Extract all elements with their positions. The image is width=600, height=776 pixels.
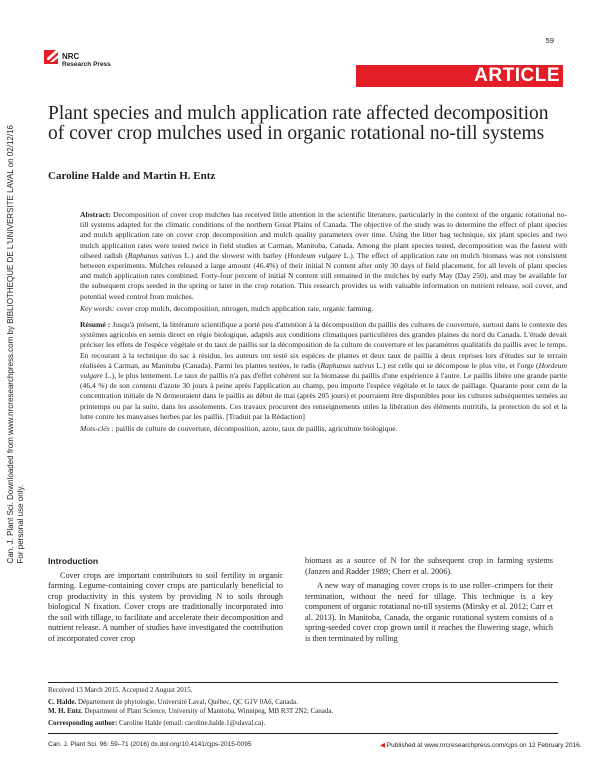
footnote-rule (48, 682, 558, 683)
download-notice-line-1: Can. J. Plant Sci. Downloaded from www.nrcresearchpress.com by BIBLIOTHEQUE DE L'UNIVERSITE LAVAL on 02/12/16 (6, 125, 15, 564)
intro-paragraph-2: A new way of managing cover crops is to use roller–crimpers for their termination, without the need for tillage. This technique is a key component of organic rotational no-till systems (Mirsky et al. 2012; Carr et al. 2013). In Manitoba, Canada, the organic rotational system consists of a spring-seeded cover crop grown until it reaches the flowering stage, which is then terminated by rolling (305, 581, 553, 643)
mots-cles-label: Mots-clés : (80, 424, 114, 434)
authors: Caroline Halde and Martin H. Entz (48, 170, 216, 182)
corresponding-author-text: Caroline Halde (email: caroline.halde.1@ulaval.ca). (117, 719, 266, 727)
resume-text-1: Jusqu'à présent, la littérature scientifique a porté peu d'attention à la décomposition du paillis des cultures de couverture, surtout dans le contexte des systèmes agricoles en semis direct en régie biologique, adaptés aux conditions climatiques particulières des grandes plaines du nord du Canada. L'étude devait préciser les effets de l'espèce végétale et du taux de paillis sur la décomposition de la culture de couverture et les paramètres qualitatifs du paillis avec le temps. En recourant à la technique du sac à résidus, les auteurs ont testé six espèces de plantes et deux taux de paillis à deux reprises lors d'études sur le terrain réalisées à Carman, au Manitoba (Canada). Parmi les plantes testées, le radis ( (80, 320, 568, 370)
logo-research-press-text: Research Press (62, 61, 111, 68)
abstract-text-2: L.) and the slowest with barley ( (181, 250, 288, 260)
keywords (80, 304, 567, 314)
intro-paragraph-1: Cover crops are important contributors to soil fertility in organic farming. Legume-containing cover crops are particularly beneficial to crop productivity in this system by providing N to soils through biological N fixation. Cover crops are traditionally incorporated into the soil with tillage, to facilitate and accelerate their decomposition and nutrient release. A number of studies have investigated the contribution of incorporated cover crop (48, 570, 283, 643)
abstract-text-1: Decomposition of cover crop mulches has received little attention in the scientific literature, particularly in the context of the organic rotational no-till systems adapted for the climatic conditions of the northern Great Plains of Canada. The objective of the study was to determine the effect of plant species and mulch application rate on cover crop decomposition and mulch quality parameters over time. Using the litter bag technique, six plant species and two mulch application rates were tested twice in field studies at Carman, Manitoba, Canada. Among the plant species tested, decomposition was the fastest with oilseed radish ( (80, 210, 567, 260)
corresponding-author (48, 719, 563, 728)
resume-label: Résumé : (80, 320, 111, 330)
resume-species-1: Raphanus sativus (320, 360, 375, 370)
keywords-text: cover crop mulch, decomposition, nitrogen, mulch application rate, organic farming. (114, 303, 374, 313)
intro-left-column (48, 556, 283, 644)
resume-species-2: Hordeum vulgare (80, 360, 567, 381)
download-notice-line-2: For personal use only. (16, 484, 25, 564)
affiliation-2-name: M. H. Entz. (48, 707, 83, 715)
affiliation-2-text: Department of Plant Science, University of Manitoba, Winnipeg, MB R3T 2N2, Canada. (82, 707, 334, 715)
abstract-species-2: Hordeum vulgare (287, 250, 342, 260)
abstract-paragraph (80, 210, 567, 302)
affiliation-2 (48, 707, 563, 716)
publish-arrow-icon: ◀ (380, 742, 387, 749)
mots-cles (80, 424, 567, 434)
published-line (380, 741, 582, 749)
download-notice (6, 125, 26, 563)
nrc-logo (42, 46, 111, 86)
intro-right-column (305, 556, 553, 644)
corresponding-author-label: Corresponding author: (48, 719, 118, 727)
resume-paragraph (80, 320, 567, 422)
resume-text-3: L.), le plus lentement. Le taux de paillis n'a pas d'effet cohérent sur la biomasse du paillis d'une expérience à l'autre. Le paillis libère une grande partie (46,4 %) de son contenu d'azote 30 jours à peine après l'application au champ, peu importe l'espèce végétale et le taux de paillage. Quarante pour cent de la concentration initiale de N demeuraient dans le paillis au début de mai (après 205 jours) et pourraient être disponibles pour les cultures subséquentes semées au printemps ou par la suite, dans les assolements. Ces travaux procurent des renseignements utiles la libération des éléments nutritifs, la protection du sol et la lutte contre les mauvaises herbes par les paillis. [Traduit par la Rédaction] (80, 371, 567, 421)
intro-paragraph-1-cont: biomass as a source of N for the subsequent crop in farming systems (Janzen and Radder 1989; Cherr et al. 2006). (305, 556, 553, 576)
intro-heading: Introduction (48, 556, 99, 566)
abstract-species-1: Raphanus sativus (127, 250, 182, 260)
received-line: Received 13 March 2015. Accepted 2 August 2015. (48, 686, 193, 694)
abstract-text-3: L.). The effect of application rate on mulch biomass was not consistent between experiments. Mulches released a large amount (46.4%) of their initial N content after only 30 days of field placement, for all levels of plant species and mulch application rates combined. Forty-four percent of initial N content still remained in the mulches by early May (Day 250), and may be available for the subsequent crops seeded in the spring or later in the crop rotation. This research provides us with valuable information on nutrient release, soil cover, and potential weed control from mulches. (80, 250, 567, 301)
mots-cles-text: paillis de culture de couverture, décomposition, azote, taux de paillis, agriculture biologique. (113, 424, 398, 434)
abstract-block (80, 210, 567, 434)
citation-line: Can. J. Plant Sci. 96: 59–71 (2016) dx.doi.org/10.4141/cjps-2015-0095 (48, 741, 252, 748)
keywords-label: Key words: (80, 303, 115, 313)
affiliation-1-name: C. Halde. (48, 698, 77, 706)
resume-text-2: L.) est celle qui se décompose le plus vite, et l'orge ( (374, 360, 539, 370)
abstract-label: Abstract: (80, 210, 111, 219)
affiliation-1 (48, 698, 563, 707)
footer-rule (48, 733, 558, 734)
article-label: ARTICLE (474, 65, 560, 86)
affiliation-1-text: Département de phytologie, Université Laval, Québec, QC G1V 0A6, Canada. (76, 698, 298, 706)
page-number: 59 (545, 36, 554, 45)
paper-title: Plant species and mulch application rate affected decomposition of cover crop mulches used in organic rotational no-till systems (48, 103, 549, 144)
published-text: Published at www.nrcresearchpress.com/cjps on 12 February 2016. (386, 742, 582, 749)
logo-nrc-text: NRC (62, 52, 80, 61)
